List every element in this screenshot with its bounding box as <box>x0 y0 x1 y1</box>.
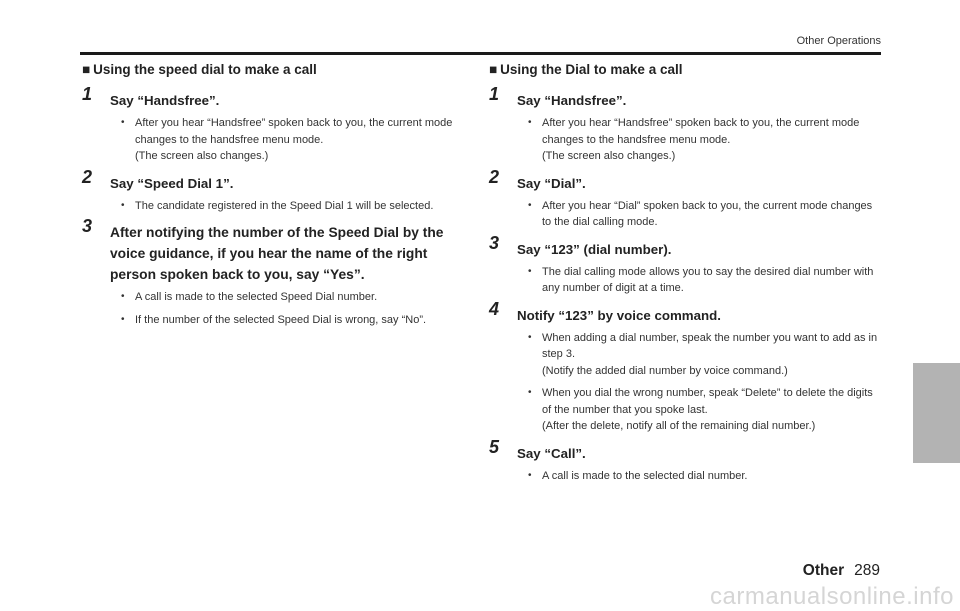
section-title-speed-dial: ■ Using the speed dial to make a call <box>82 62 317 77</box>
bullet-item: • When you dial the wrong number, speak “Delete” to delete the digits of the number that you spoke last. (After the delete, notify all of the remaining dial number.) <box>528 385 884 435</box>
step-3 <box>489 232 884 297</box>
step-1 <box>82 84 462 165</box>
watermark: carmanualsonline.info <box>710 583 954 610</box>
step-4 <box>489 298 884 435</box>
bullet-item: • The dial calling mode allows you to say the desired dial number with any number of digit at a time. <box>528 264 884 297</box>
step-text: Say “Handsfree”. <box>110 93 220 108</box>
bullet-item: • After you hear “Handsfree” spoken back to you, the current mode changes to the handsfree menu mode. (The screen also changes.) <box>528 115 884 165</box>
square-bullet-icon: ■ <box>489 62 498 77</box>
square-bullet-icon: ■ <box>82 62 91 77</box>
header-rule <box>80 52 881 55</box>
step-number: 3 <box>489 232 500 253</box>
page-footer <box>803 562 880 580</box>
step-text: Say “Handsfree”. <box>517 93 627 108</box>
bullet-item: • When adding a dial number, speak the number you want to add as in step 3. (Notify the added dial number by voice command.) <box>528 330 884 380</box>
bullet-item: • A call is made to the selected Speed Dial number. <box>121 289 462 306</box>
section-title-dial: ■ Using the Dial to make a call <box>489 62 683 77</box>
bullet-item: • After you hear “Dial” spoken back to you, the current mode changes to the dial calling mode. <box>528 198 884 231</box>
step-text: Say “Dial”. <box>517 175 586 191</box>
step-text: Say “Call”. <box>517 445 586 461</box>
step-2 <box>82 166 462 215</box>
step-text: Notify “123” by voice command. <box>517 307 721 323</box>
step-1 <box>489 84 884 165</box>
step-3 <box>82 216 462 328</box>
chapter-side-tab <box>913 363 960 463</box>
step-number: 2 <box>489 166 500 187</box>
step-number: 1 <box>489 84 500 104</box>
step-number: 5 <box>489 436 500 457</box>
step-text: Say “123” (dial number). <box>517 241 672 257</box>
step-5 <box>489 436 884 485</box>
chapter-name: Other <box>802 562 845 579</box>
bullet-item: • The candidate registered in the Speed Dial 1 will be selected. <box>121 198 462 215</box>
left-column <box>82 62 462 336</box>
bullet-item: • If the number of the selected Speed Dial is wrong, say “No”. <box>121 312 462 329</box>
step-text: After notifying the number of the Speed Dial by the voice guidance, if you hear the name of the right person spoken back to you, say “Yes”. <box>110 225 444 282</box>
step-number: 2 <box>82 166 93 187</box>
step-number: 1 <box>82 84 93 104</box>
bullet-item: • After you hear “Handsfree” spoken back to you, the current mode changes to the handsfree menu mode. (The screen also changes.) <box>121 115 462 165</box>
bullet-item: • A call is made to the selected dial number. <box>528 468 884 485</box>
running-header: Other Operations <box>796 35 881 47</box>
right-column <box>489 62 884 492</box>
step-2 <box>489 166 884 231</box>
step-number: 4 <box>489 298 500 319</box>
page-number: 289 <box>854 562 880 579</box>
step-number: 3 <box>82 216 93 236</box>
step-text: Say “Speed Dial 1”. <box>110 175 234 191</box>
